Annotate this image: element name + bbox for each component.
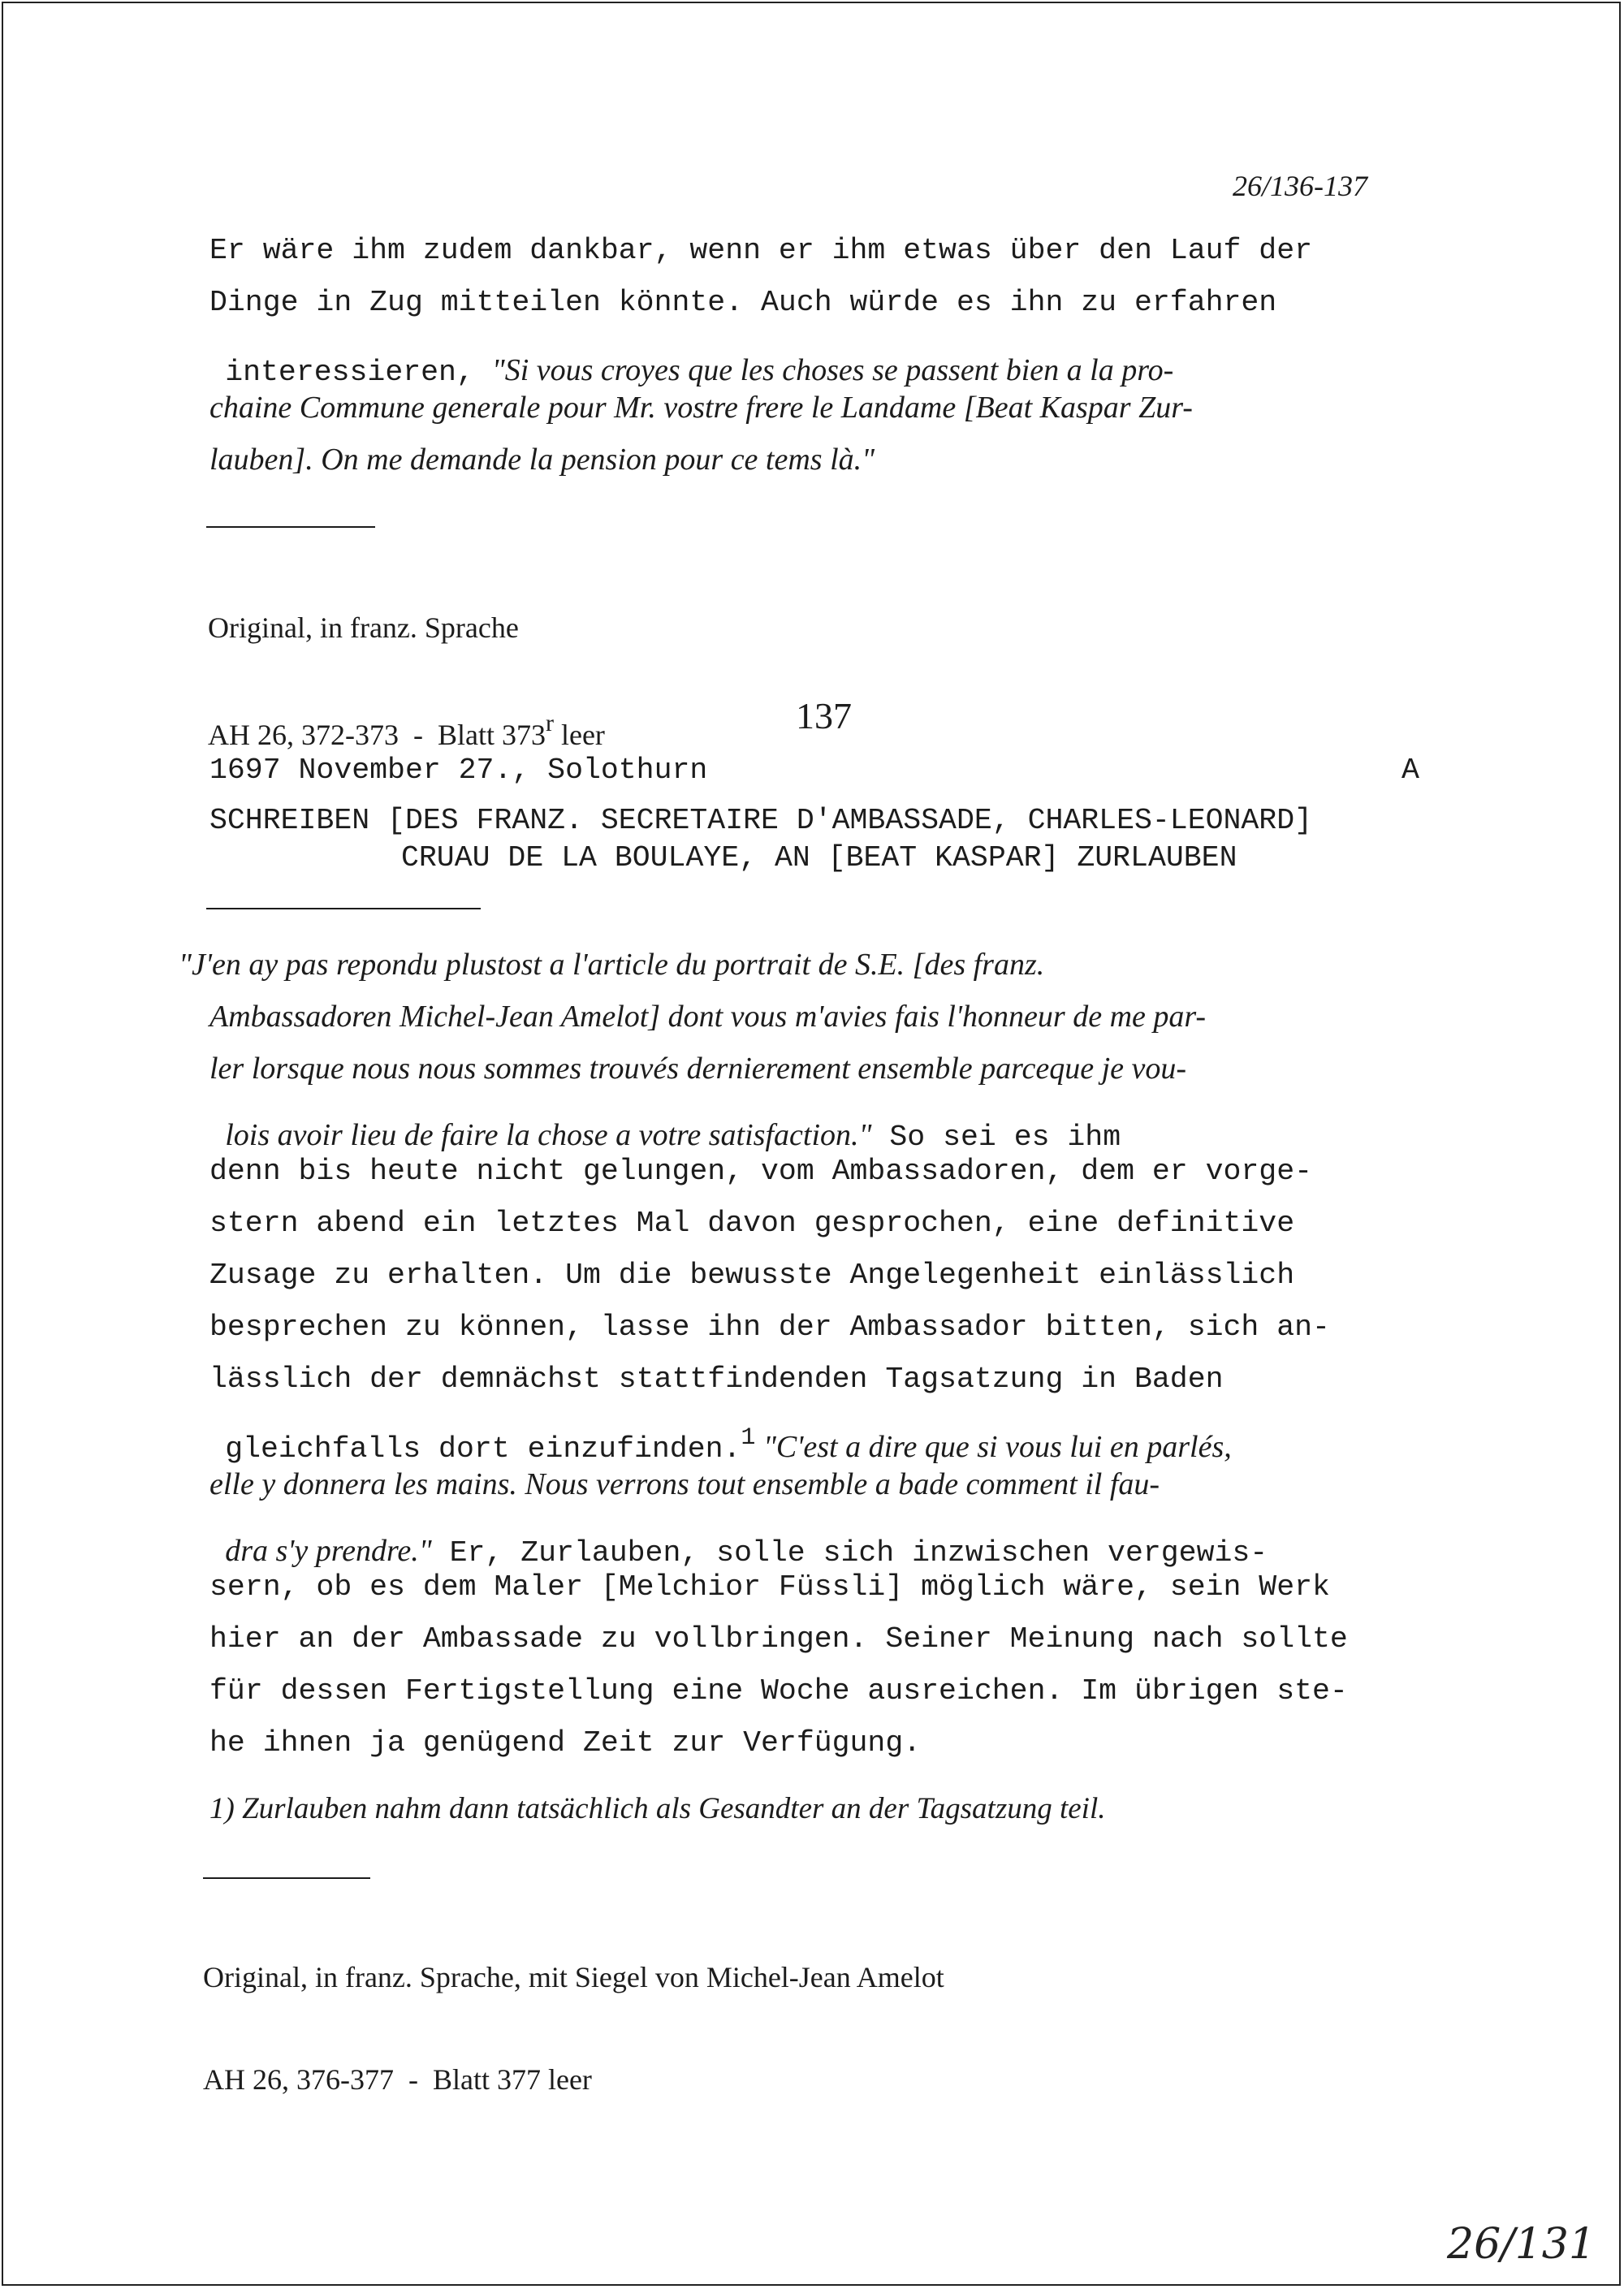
footnote: 1) Zurlauben nahm dann tatsächlich als Gesandter an der Tagsatzung teil. [209,1792,1106,1825]
separator-rule [206,908,481,909]
body-line: hier an der Ambassade zu vollbringen. Seiner Meinung nach sollte [209,1622,1348,1656]
separator-rule [203,1877,370,1879]
body-text: So sei es ihm [871,1121,1121,1154]
source-line: AH 26, 376-377 - Blatt 377 leer [203,2063,592,2096]
body-line: denn bis heute nicht gelungen, vom Ambassadoren, dem er vorge- [209,1155,1313,1188]
body-text: Er, Zurlauben, solle sich inzwischen vergewis- [431,1536,1268,1570]
body-line: Dinge in Zug mitteilen könnte. Auch würde es ihn zu erfahren [209,286,1277,319]
quote-text: "C'est a dire que si vous lui en parlés, [755,1430,1232,1464]
quote-line: Ambassadoren Michel-Jean Amelot] dont vous m'avies fais l'honneur de me par- [209,1000,1207,1034]
body-line: Er wäre ihm zudem dankbar, wenn er ihm etwas über den Lauf der [209,234,1313,267]
quote-text: dra s'y prendre." [225,1534,432,1568]
document-title: CRUAU DE LA BOULAYE, AN [BEAT KASPAR] ZURLAUBEN [401,841,1237,875]
footnote-ref: 1 [741,1423,756,1452]
body-line [209,1518,1268,1570]
quote-line: chaine Commune generale pour Mr. vostre frere le Landame [Beat Kaspar Zur- [209,391,1193,425]
document-title: SCHREIBEN [DES FRANZ. SECRETAIRE D'AMBASSADE, CHARLES-LEONARD] [209,804,1313,837]
body-line: besprechen zu können, lasse ihn der Ambassador bitten, sich an- [209,1311,1330,1344]
superscript: r [545,710,554,736]
source-note [203,1892,944,2131]
reference-number: 26/136-137 [1233,170,1367,202]
body-line: für dessen Fertigstellung eine Woche ausreichen. Im übrigen ste- [209,1674,1348,1708]
body-text: gleichfalls dort einzufinden. [225,1432,741,1466]
body-line: sern, ob es dem Maler [Melchior Füssli] möglich wäre, sein Werk [209,1570,1330,1604]
document-number: 137 [796,695,852,736]
quote-line: lauben]. On me demande la pension pour ce tems là." [209,443,875,477]
date-place: 1697 November 27., Solothurn [209,754,708,787]
source-note [208,542,605,786]
quote-line: "J'en ay pas repondu plustost a l'article du portrait de S.E. [des franz. [179,948,1045,982]
body-line [209,1414,1232,1466]
category-label: A [1402,754,1419,787]
body-line: lässlich der demnächst stattfindenden Tagsatzung in Baden [209,1363,1224,1396]
quote-line: ler lorsque nous nous sommes trouvés dernierement ensemble parceque je vou- [209,1052,1187,1086]
source-line: Original, in franz. Sprache, mit Siegel von Michel-Jean Amelot [203,1961,944,1993]
separator-rule [206,526,375,528]
quote-text: "Si vous croyes que les choses se passent bien a la pro- [491,353,1174,387]
body-line [209,338,1173,389]
body-text: interessieren, [225,356,492,389]
source-line: AH 26, 372-373 - Blatt 373$^r$ leer [208,710,605,751]
body-line: Zusage zu erhalten. Um die bewusste Angelegenheit einlässlich [209,1259,1295,1292]
body-line: he ihnen ja genügend Zeit zur Verfügung. [209,1726,922,1760]
handwritten-page-number: 26/131 [1447,2220,1596,2269]
source-line: Original, in franz. Sprache [208,611,519,644]
quote-text: lois avoir lieu de faire la chose a votre satisfaction." [225,1118,872,1152]
body-line: stern abend ein letztes Mal davon gesprochen, eine definitive [209,1207,1295,1240]
body-line [209,1103,1121,1154]
quote-line: elle y donnera les mains. Nous verrons tout ensemble a bade comment il fau- [209,1467,1160,1501]
